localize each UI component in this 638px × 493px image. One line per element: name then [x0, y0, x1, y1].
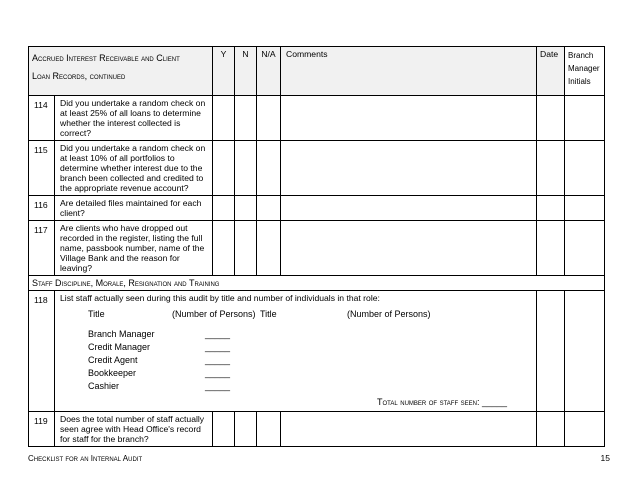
- staff-list-intro: List staff actually seen during this audit by title and number of individuals in that role:: [60, 293, 380, 303]
- staff-list-row: [29, 291, 605, 412]
- n-cell[interactable]: [235, 412, 257, 447]
- audit-checklist-table: [28, 46, 605, 447]
- question-line: the appropriate revenue account?: [60, 183, 189, 193]
- date-cell[interactable]: [537, 291, 565, 412]
- column-header-branch-manager-initials: [565, 47, 605, 96]
- date-cell[interactable]: [537, 141, 565, 196]
- footer-page-number: 15: [600, 453, 610, 463]
- question-line: at least 25% of all loans to determine: [60, 108, 201, 118]
- role-label: Credit Agent: [88, 355, 138, 365]
- column-header-date: Date: [537, 47, 565, 96]
- question-line: Are clients who have dropped out: [60, 223, 188, 233]
- comments-cell[interactable]: [281, 412, 537, 447]
- column-header-na: N/A: [257, 47, 281, 96]
- row-question: [55, 141, 213, 196]
- initials-cell[interactable]: [565, 141, 605, 196]
- checklist-row: [29, 412, 605, 447]
- na-cell[interactable]: [257, 221, 281, 276]
- question-line: Does the total number of staff actually: [60, 414, 205, 424]
- comments-cell[interactable]: [281, 141, 537, 196]
- y-cell[interactable]: [213, 412, 235, 447]
- n-cell[interactable]: [235, 196, 257, 221]
- column-label-title: Title: [88, 309, 105, 319]
- staff-list-cell: [55, 291, 537, 412]
- column-label-number: (Number of Persons): [172, 309, 256, 319]
- question-line: Village Bank and the reason for: [60, 253, 180, 263]
- column-label-title-2: Title: [260, 309, 277, 319]
- y-cell[interactable]: [213, 141, 235, 196]
- footer-document-title: Checklist for an Internal Audit: [28, 454, 143, 463]
- question-line: whether the interest collected is: [60, 118, 181, 128]
- question-line: for staff for the branch?: [60, 434, 149, 444]
- section-header-row: [29, 276, 605, 291]
- comments-cell[interactable]: [281, 96, 537, 141]
- na-cell[interactable]: [257, 412, 281, 447]
- role-count-blank[interactable]: _____: [205, 381, 231, 391]
- date-cell[interactable]: [537, 412, 565, 447]
- section-title-line1: Accrued Interest Receivable and Client: [32, 53, 180, 63]
- initials-cell[interactable]: [565, 196, 605, 221]
- role-count-blank[interactable]: _____: [205, 329, 231, 339]
- row-question: [55, 96, 213, 141]
- comments-cell[interactable]: [281, 196, 537, 221]
- row-number: 117: [29, 221, 55, 276]
- branch-line-2: Manager: [568, 64, 600, 73]
- n-cell[interactable]: [235, 221, 257, 276]
- comments-cell[interactable]: [281, 221, 537, 276]
- checklist-row: [29, 96, 605, 141]
- column-header-y: Y: [213, 47, 235, 96]
- initials-cell[interactable]: [565, 412, 605, 447]
- na-cell[interactable]: [257, 196, 281, 221]
- y-cell[interactable]: [213, 221, 235, 276]
- role-label: Credit Manager: [88, 342, 151, 352]
- row-question: [55, 196, 213, 221]
- section-title-accrued-interest: [29, 47, 213, 96]
- date-cell[interactable]: [537, 221, 565, 276]
- role-label: Bookkeeper: [88, 368, 137, 378]
- header-row: [29, 47, 605, 96]
- column-label-number-2: (Number of Persons): [347, 309, 431, 319]
- branch-line-3: Initials: [568, 77, 591, 86]
- y-cell[interactable]: [213, 96, 235, 141]
- question-line: recorded in the register, listing the full: [60, 233, 203, 243]
- row-question: [55, 221, 213, 276]
- n-cell[interactable]: [235, 96, 257, 141]
- checklist-row: [29, 196, 605, 221]
- staff-list: [60, 303, 533, 409]
- question-line: Are detailed files maintained for each: [60, 198, 202, 208]
- row-number: 116: [29, 196, 55, 221]
- role-count-blank[interactable]: _____: [205, 355, 231, 365]
- initials-cell[interactable]: [565, 96, 605, 141]
- section-title-staff: Staff Discipline, Morale, Resignation and Training: [29, 276, 605, 291]
- question-line: determine whether interest due to the: [60, 163, 203, 173]
- role-count-blank[interactable]: _____: [205, 368, 231, 378]
- question-line: leaving?: [60, 263, 93, 273]
- total-staff-seen[interactable]: [377, 397, 507, 407]
- row-question: [55, 412, 213, 447]
- role-label: Branch Manager: [88, 329, 155, 339]
- row-number: 114: [29, 96, 55, 141]
- initials-cell[interactable]: [565, 221, 605, 276]
- n-cell[interactable]: [235, 141, 257, 196]
- question-line: Did you undertake a random check on: [60, 98, 206, 108]
- checklist-row: [29, 221, 605, 276]
- initials-cell[interactable]: [565, 291, 605, 412]
- question-line: correct?: [60, 128, 92, 138]
- y-cell[interactable]: [213, 196, 235, 221]
- question-line: name, passbook number, name of the: [60, 243, 205, 253]
- checklist-row: [29, 141, 605, 196]
- question-line: client?: [60, 208, 85, 218]
- question-line: seen agree with Head Office's record: [60, 424, 201, 434]
- row-number: 115: [29, 141, 55, 196]
- date-cell[interactable]: [537, 196, 565, 221]
- row-number: 118: [29, 291, 55, 412]
- date-cell[interactable]: [537, 96, 565, 141]
- row-number: 119: [29, 412, 55, 447]
- question-line: branch been collected and credited to: [60, 173, 204, 183]
- total-staff-label: Total number of staff seen: _____: [377, 397, 507, 407]
- role-label: Cashier: [88, 381, 120, 391]
- question-line: Did you undertake a random check on: [60, 143, 206, 153]
- role-count-blank[interactable]: _____: [205, 342, 231, 352]
- section-title-line2: Loan Records, continued: [32, 71, 126, 81]
- na-cell[interactable]: [257, 141, 281, 196]
- na-cell[interactable]: [257, 96, 281, 141]
- question-line: at least 10% of all portfolios to: [60, 153, 175, 163]
- branch-line-1: Branch: [568, 51, 594, 60]
- column-header-comments: Comments: [281, 47, 537, 96]
- column-header-n: N: [235, 47, 257, 96]
